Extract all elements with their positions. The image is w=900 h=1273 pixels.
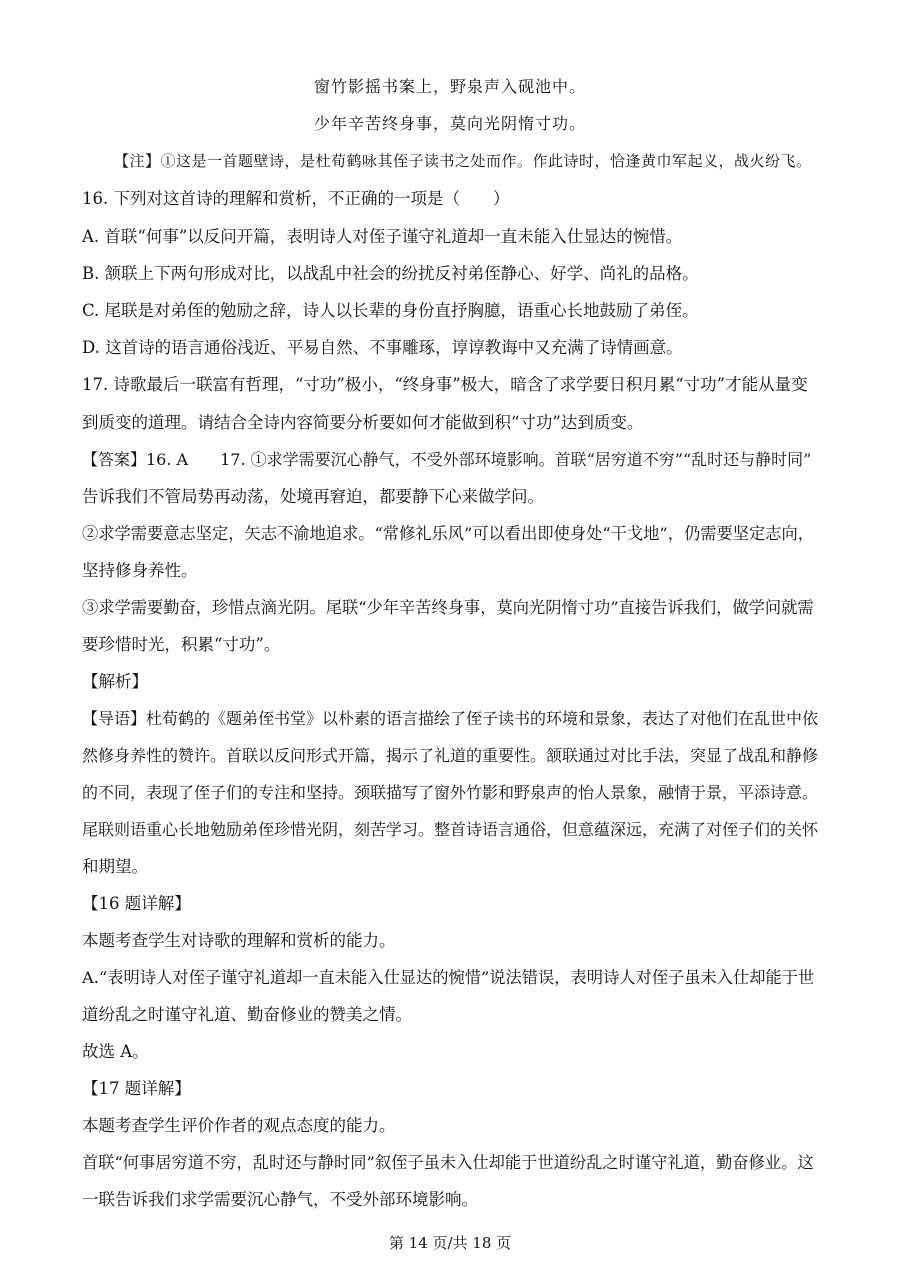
question-16-stem: 16. 下列对这首诗的理解和赏析，不正确的一项是（ ） bbox=[82, 189, 510, 208]
answer-line-6: 要珍惜时光，积累“寸功”。 bbox=[82, 635, 281, 654]
detail-16-line-4: 故选 A。 bbox=[82, 1042, 149, 1061]
answer-line-5: ③求学需要勤奋，珍惜点滴光阴。尾联“少年辛苦终身事，莫向光阴惰寸功”直接告诉我们，做学问就需 bbox=[82, 598, 814, 617]
question-16-option-c: C. 尾联是对弟侄的勉励之辞，诗人以长辈的身份直抒胸臆，语重心长地鼓励了弟侄。 bbox=[82, 301, 699, 320]
answer-line-3: ②求学需要意志坚定，矢志不渝地追求。“常修礼乐风”可以看出即使身处“干戈地”，仍需要坚定志向， bbox=[82, 524, 814, 543]
detail-16-line-2: A.“表明诗人对侄子谨守礼道却一直未能入仕显达的惋惜”说法错误，表明诗人对侄子虽未入仕却能于世 bbox=[82, 968, 815, 987]
poem-line-1: 窗竹影摇书案上，野泉声入砚池中。 bbox=[313, 77, 586, 96]
question-16-option-b: B. 颔联上下两句形成对比，以战乱中社会的纷扰反衬弟侄静心、好学、尚礼的品格。 bbox=[82, 264, 699, 283]
detail-17-line-3: 一联告诉我们求学需要沉心静气，不受外部环境影响。 bbox=[82, 1190, 478, 1209]
answer-line-4: 坚持修身养性。 bbox=[82, 561, 198, 580]
page-footer: 第 14 页/共 18 页 bbox=[388, 1234, 512, 1252]
answer-line-1: 【答案】16. A 17. ①求学需要沉心静气，不受外部环境影响。首联“居穷道不穷”“乱时还与静时同” bbox=[82, 450, 812, 469]
guide-line-2: 然修身养性的赞许。首联以反问形式开篇，揭示了礼道的重要性。颔联通过对比手法，突显了战乱和静修 bbox=[82, 746, 819, 765]
question-16-option-d: D. 这首诗的语言通俗浅近、平易自然、不事雕琢，谆谆教诲中又充满了诗情画意。 bbox=[82, 338, 683, 357]
detail-17-line-1: 本题考查学生评价作者的观点态度的能力。 bbox=[82, 1116, 396, 1135]
guide-line-3: 的不同，表现了侄子们的专注和坚持。颈联描写了窗外竹影和野泉声的怡人景象，融情于景，平添诗意。 bbox=[82, 783, 819, 802]
poem-note: 【注】①这是一首题壁诗，是杜荀鹤咏其侄子读书之处而作。作此诗时，恰逢黄巾军起义，战火纷飞。 bbox=[114, 152, 812, 170]
detail-17-heading: 【17 题详解】 bbox=[82, 1079, 191, 1098]
analysis-label: 【解析】 bbox=[82, 672, 148, 691]
guide-line-4: 尾联则语重心长地勉励弟侄珍惜光阴，刻苦学习。整首诗语言通俗，但意蕴深远，充满了对侄子们的关怀 bbox=[82, 820, 819, 839]
detail-17-line-2: 首联“何事居穷道不穷，乱时还与静时同”叙侄子虽未入仕却能于世道纷乱之时谨守礼道，勤奋修业。这 bbox=[82, 1153, 814, 1172]
guide-line-5: 和期望。 bbox=[82, 857, 148, 876]
question-17-line-2: 到质变的道理。请结合全诗内容简要分析要如何才能做到积“寸功”达到质变。 bbox=[82, 413, 644, 432]
poem-line-2: 少年辛苦终身事，莫向光阴惰寸功。 bbox=[313, 114, 586, 133]
question-17-line-1: 17. 诗歌最后一联富有哲理，“寸功”极小，“终身事”极大，暗含了求学要日积月累“寸功”才能从量变 bbox=[82, 375, 808, 394]
guide-line-1: 【导语】杜荀鹤的《题弟侄书堂》以朴素的语言描绘了侄子读书的环境和景象，表达了对他们在乱世中依 bbox=[82, 709, 819, 728]
detail-16-heading: 【16 题详解】 bbox=[82, 894, 191, 913]
question-16-option-a: A. 首联“何事”以反问开篇，表明诗人对侄子谨守礼道却一直未能入仕显达的惋惜。 bbox=[82, 227, 683, 246]
detail-16-line-3: 道纷乱之时谨守礼道、勤奋修业的赞美之情。 bbox=[82, 1005, 412, 1024]
answer-line-2: 告诉我们不管局势再动荡，处境再窘迫，都要静下心来做学问。 bbox=[82, 487, 544, 506]
detail-16-line-1: 本题考查学生对诗歌的理解和赏析的能力。 bbox=[82, 931, 396, 950]
